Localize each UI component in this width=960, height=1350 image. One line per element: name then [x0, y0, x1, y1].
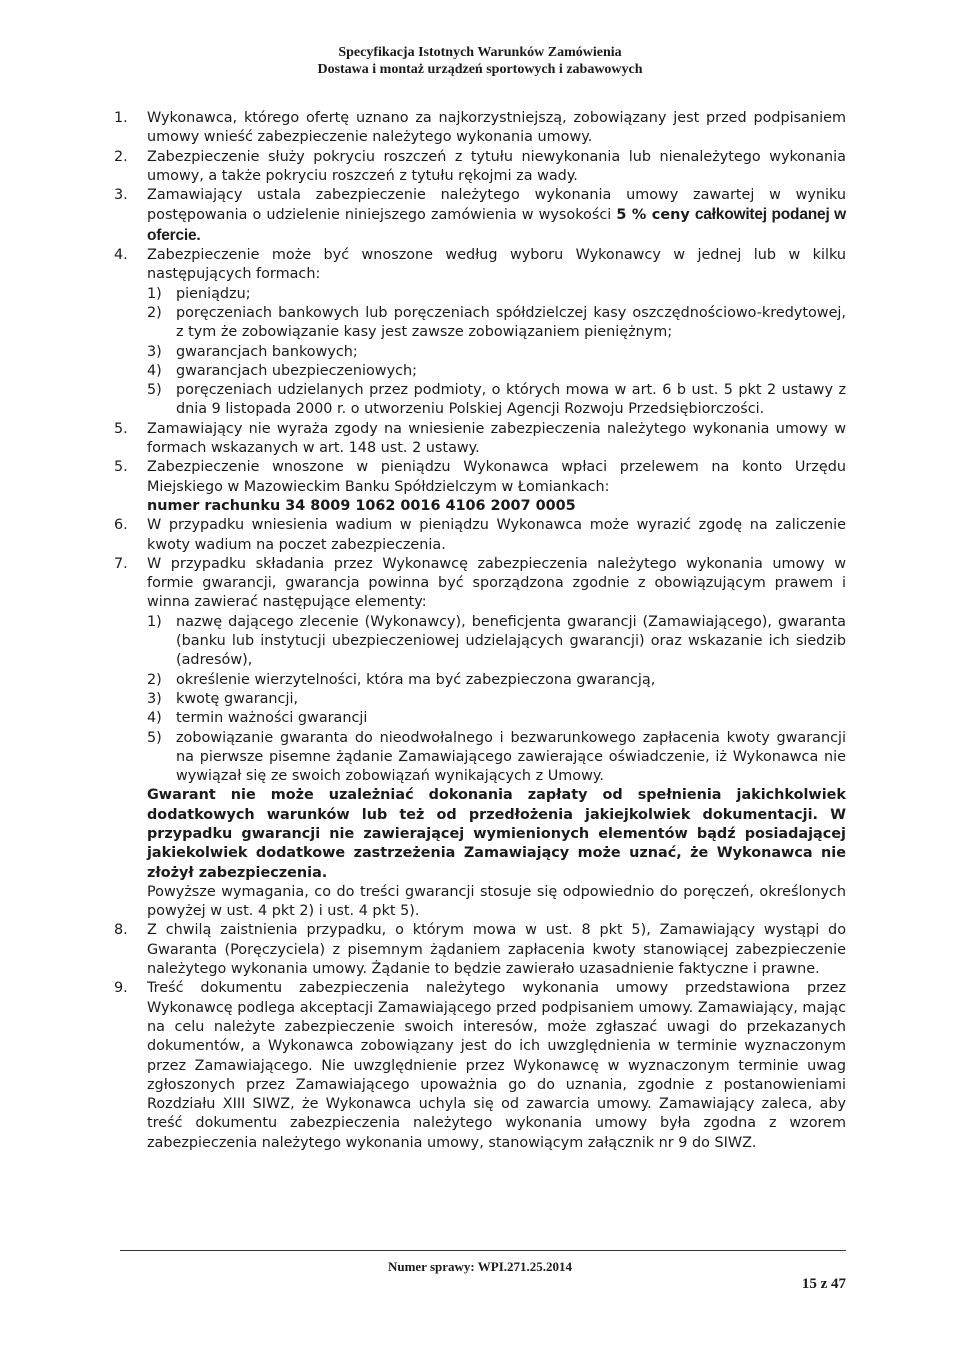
item-text: Zamawiający nie wyraża zgody na wniesienie zabezpieczenia należytego wykonania umowy w formach wskazanych w art. 148 ust. 2 ustawy.: [147, 420, 846, 457]
bank-account-number: numer rachunku 34 8009 1062 0016 4106 2007 0005: [147, 497, 576, 514]
security-basis: całkowitej podanej w ofercie.: [147, 206, 847, 244]
sub-item-text: zobowiązanie gwaranta do nieodwołalnego i bezwarunkowego zapłacenia kwoty gwarancji na pierwsze pisemne żądanie Zamawiającego zawierające oświadczenie, iż Wykonawca nie wywiązał się ze swoich zobowiązań wynikających z Umowy.: [176, 729, 846, 785]
sub-item-text: pieniądzu;: [176, 285, 251, 302]
sub-item: [147, 343, 846, 362]
item-tail-text: Powyższe wymagania, co do treści gwarancji stosuje się odpowiednio do poręczeń, określonych powyżej w ust. 4 pkt 2) i ust. 4 pkt 5).: [147, 883, 846, 920]
item-text: Treść dokumentu zabezpieczenia należytego wykonania umowy przedstawiona przez Wykonawcę podlega akceptacji Zamawiającego przed podpisaniem umowy. Zamawiający, mając na celu należyte zabezpieczenie swoich interesów, może zgłaszać uwagi do przekazanych dokumentów, a Wykonawca zobowiązany jest do ich uwzględnienia w terminie wyznaczonym przez Zamawiającego. Nie uwzględnienie przez Wykonawcę w wyznaczonym terminie uwag zgłoszonych przez Zamawiającego upoważnia go do uznania, zgodnie z postanowieniami Rozdziału XIII SIWZ, że Wykonawca uchyla się od zawarcia umowy. Zamawiający zaleca, aby treść dokumentu zabezpieczenia należytego wykonania umowy była zgodna z wzorem zabezpieczenia należytego wykonania umowy, stanowiącym załącznik nr 9 do SIWZ.: [147, 980, 846, 1151]
item-content: [147, 458, 846, 516]
item-number: 4.: [114, 247, 128, 264]
list-item: [114, 420, 846, 459]
sub-item-number: 2): [147, 304, 162, 321]
sub-item-number: 2): [147, 671, 162, 688]
sub-item: [147, 671, 846, 690]
item-text: W przypadku składania przez Wykonawcę zabezpieczenia należytego wykonania umowy w formie gwarancji, gwarancja powinna być sporządzona zgodnie z obowiązującym prawem i winna zawierać następujące elementy:: [147, 555, 846, 611]
list-item: [114, 186, 846, 246]
item-content: [147, 186, 846, 246]
list-item: [114, 109, 846, 148]
item-text: Zabezpieczenie służy pokryciu roszczeń z tytułu niewykonania lub nienależytego wykonania umowy, a także pokryciu roszczeń z tytułu rękojmi za wady.: [147, 148, 846, 184]
sub-item-number: 5): [147, 729, 162, 746]
sub-item-text: określenie wierzytelności, która ma być zabezpieczona gwarancją,: [176, 671, 656, 688]
item-number: 7.: [114, 555, 128, 572]
list-item: [114, 246, 846, 420]
list-item: [114, 458, 846, 516]
page-number: 15 z 47: [801, 1276, 846, 1292]
sub-item-number: 4): [147, 710, 162, 727]
sub-item: [147, 285, 846, 304]
item-number: 5.: [114, 420, 128, 437]
item-content: [147, 246, 846, 420]
item-number: 8.: [114, 922, 128, 939]
sub-item-text: kwotę gwarancji,: [176, 690, 299, 707]
item-text: W przypadku wniesienia wadium w pieniądzu Wykonawca może wyrazić zgodę na zaliczenie kwoty wadium na poczet zabezpieczenia.: [147, 517, 846, 553]
sub-item: [147, 690, 846, 709]
sub-item-text: poręczeniach bankowych lub poręczeniach spółdzielczej kasy oszczędnościowo-kredytowej, z tym że zobowiązanie kasy jest zawsze zobowiązaniem pieniężnym;: [176, 304, 846, 341]
header-title: Specyfikacja Istotnych Warunków Zamówienia: [338, 45, 622, 60]
guarantee-bold-paragraph: Gwarant nie może uzależniać dokonania zapłaty od spełnienia jakichkolwiek dodatkowych warunków lub też od przedłożenia jakiejkolwiek dokumentacji. W przypadku gwarancji nie zawierającej wymienionych elementów bądź posiadającej jakiekolwiek dodatkowe zastrzeżenia Zamawiający może uznać, że Wykonawca nie złożył zabezpieczenia.: [147, 787, 846, 881]
security-percent: 5 % ceny: [616, 207, 690, 224]
list-item: [114, 555, 846, 922]
page-header: [0, 44, 960, 78]
item-number: 2.: [114, 148, 128, 165]
item-number: 6.: [114, 517, 128, 534]
sub-item: [147, 613, 846, 671]
item-content: [147, 555, 846, 922]
sub-item-number: 4): [147, 362, 162, 379]
sub-item-number: 1): [147, 613, 162, 630]
case-number: Numer sprawy: WPI.271.25.2014: [387, 1259, 573, 1274]
item-number: 3.: [114, 187, 128, 204]
item-text: Wykonawca, którego ofertę uznano za najkorzystniejszą, zobowiązany jest przed podpisaniem umowy wnieść zabezpieczenie należytego wykonania umowy.: [147, 110, 846, 146]
list-item: [114, 516, 846, 555]
sub-item: [147, 304, 846, 343]
footer-divider: [120, 1250, 846, 1251]
item-text: Zabezpieczenie wnoszone w pieniądzu Wykonawca wpłaci przelewem na konto Urzędu Miejskiego w Mazowieckim Banku Spółdzielczym w Łomiankach:: [147, 459, 846, 495]
item-text: Zamawiający ustala zabezpieczenie należytego wykonania umowy zawartej w wyniku postępowania o udzielenie niniejszego zamówienia w wysokości: [147, 187, 846, 224]
sub-item-text: gwarancjach bankowych;: [176, 343, 358, 360]
list-item: [114, 979, 846, 1153]
item-number: 5.: [114, 459, 128, 476]
item-number: 9.: [114, 980, 128, 997]
header-subtitle: Dostawa i montaż urządzeń sportowych i zabawowych: [317, 62, 643, 77]
list-item: [114, 148, 846, 187]
sub-item: [147, 362, 846, 381]
sub-item-text: termin ważności gwarancji: [176, 710, 368, 727]
item-number: 1.: [114, 110, 128, 126]
sub-item-number: 5): [147, 382, 162, 399]
sub-item: [147, 709, 846, 728]
item-text: Zabezpieczenie może być wnoszone według wyboru Wykonawcy w jednej lub w kilku następujących formach:: [147, 247, 846, 283]
sub-item-number: 3): [147, 343, 162, 360]
document-body: [114, 109, 846, 1153]
item-text: Z chwilą zaistnienia przypadku, o którym mowa w ust. 8 pkt 5), Zamawiający wystąpi do Gwaranta (Poręczyciela) z pisemnym żądaniem zapłacenia kwoty stanowiącej zabezpieczenie należytego wykonania umowy. Żądanie to będzie zawierało uzasadnienie faktyczne i prawne.: [147, 922, 846, 978]
sub-item-number: 1): [147, 285, 162, 302]
sub-item: [147, 381, 846, 420]
sub-item-text: nazwę dającego zlecenie (Wykonawcy), beneficjenta gwarancji (Zamawiającego), gwaranta (banku lub instytucji ubezpieczeniowej udzielających gwarancji) oraz wskazanie ich siedzib (adresów),: [176, 613, 846, 669]
list-item: [114, 921, 846, 979]
sub-item-text: poręczeniach udzielanych przez podmioty, o których mowa w art. 6 b ust. 5 pkt 2 ustawy z dnia 9 listopada 2000 r. o utworzeniu Polskiej Agencji Rozwoju Przedsiębiorczości.: [176, 382, 846, 418]
sub-item-text: gwarancjach ubezpieczeniowych;: [176, 362, 417, 379]
sub-item: [147, 729, 846, 787]
sub-item-number: 3): [147, 690, 162, 707]
